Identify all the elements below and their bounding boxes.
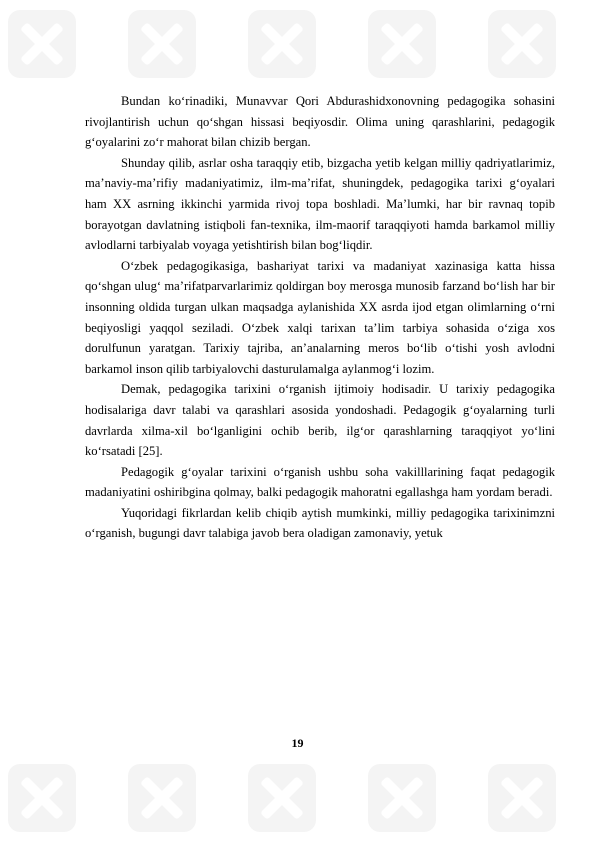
watermark-logo-icon bbox=[248, 764, 316, 832]
page-number: 19 bbox=[291, 736, 304, 750]
watermark-logo-icon bbox=[368, 764, 436, 832]
paragraph: Demak, pedagogika tarixini o‘rganish ijtimoiy hodisadir. U tarixiy pedagogika hodisalariga davr talabi va qarashlari asosida yondoshadi. Pedagogik g‘oyalarning turli davrlarda xilma-xil bo‘lganligini ochib berib, ilg‘or qarashlarning taraqqiyot yo‘lini ko‘rsatadi [25]. bbox=[85, 382, 555, 459]
watermark-logo-icon bbox=[8, 10, 76, 78]
watermark-logo-icon bbox=[8, 764, 76, 832]
watermark-logo-icon bbox=[128, 10, 196, 78]
watermark-logo-icon bbox=[488, 10, 556, 78]
paragraph: O‘zbek pedagogikasiga, bashariyat tarixi va madaniyat xazinasiga katta hissa qo‘shgan ulug‘ ma’rifatparvarlarimiz qoldirgan boy merosga munosib farzand bo‘lish har bir insonning oldida turgan ulkan maqsadga aylanishida XX asrda ijod etgan olimlarning o‘rni beqiyosligi yaqqol seziladi. O‘zbek xalqi tarixan ta’lim tarbiya sohasida o‘ziga xos dorulfunun yaratgan. Tarixiy tajriba, an’analarning meros bo‘lib o‘tishi yosh avlodni barkamol inson qilib tarbiyalovchi dasturulamalga aylanmog‘i lozim. bbox=[85, 258, 555, 376]
watermark-logo-icon bbox=[128, 764, 196, 832]
paragraph: Pedagogik g‘oyalar tarixini o‘rganish ushbu soha vakilllarining faqat pedagogik madaniyatini oshiribgina qolmay, balki pedagogik mahoratni egallashga ham yordam beradi. bbox=[85, 464, 555, 500]
watermark-logo-icon bbox=[248, 10, 316, 78]
document-body bbox=[85, 91, 555, 544]
paragraph: Shunday qilib, asrlar osha taraqqiy etib, bizgacha yetib kelgan milliy qadriyatlarimiz, ma’naviy-ma’rifiy madaniyatimiz, ilm-ma’rifat, shuningdek, pedagogika tarixi g‘oyalari ham XX asrning ikkinchi yarmida rivoj topa boshladi. Ma’lumki, har bir ravnaq topib borayotgan davlatning istiqboli fan-texnika, ilm-maorif taraqqiyoti hamda barkamol milliy avlodlarni tarbiyalab voyaga yetishtirish bilan bog‘liqdir. bbox=[85, 155, 555, 253]
watermark-logo-icon bbox=[368, 10, 436, 78]
paragraph: Bundan ko‘rinadiki, Munavvar Qori Abdurashidxonovning pedagogika sohasini rivojlantirish uchun qo‘shgan hissasi beqiyosdir. Olima uning qarashlarini, pedagogik g‘oyalarini zo‘r mahorat bilan chizib bergan. bbox=[85, 94, 555, 150]
watermark-logo-icon bbox=[488, 764, 556, 832]
paragraph: Yuqoridagi fikrlardan kelib chiqib aytish mumkinki, milliy pedagogika tarixinimzni o‘rganish, bugungi davr talabiga javob bera oladigan zamonaviy, yetuk bbox=[85, 505, 555, 541]
